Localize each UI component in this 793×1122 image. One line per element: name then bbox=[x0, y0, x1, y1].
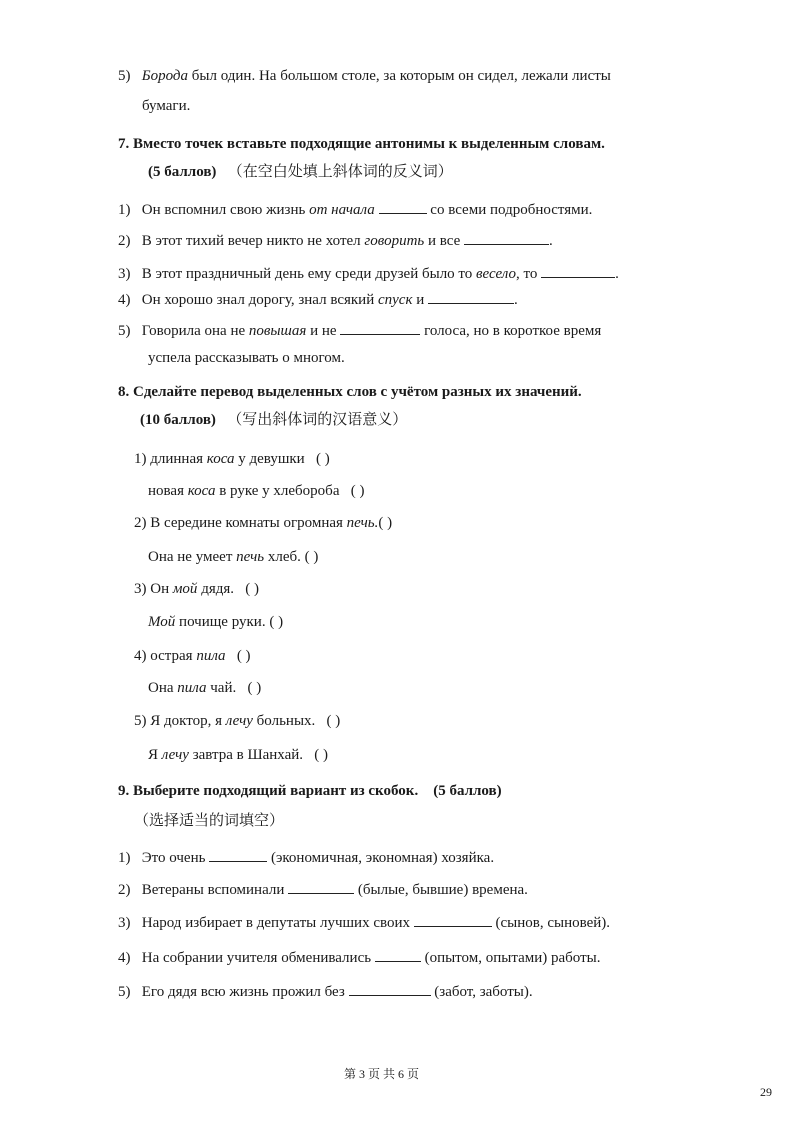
italic-word: от начала bbox=[309, 202, 375, 218]
answer-parentheses[interactable]: ( ) bbox=[236, 648, 251, 664]
answer-parentheses[interactable]: ( ) bbox=[378, 515, 393, 531]
s8-line-4: Она не умеет печь хлеб. ( ) bbox=[148, 549, 319, 565]
italic-word: коса bbox=[206, 451, 235, 467]
page-number: 29 bbox=[760, 1085, 772, 1099]
page-info: 第 3 页 共 6 页 bbox=[344, 1067, 420, 1081]
italic-word: повышая bbox=[248, 323, 307, 339]
s7-item-5-continuation: успела рассказывать о многом. bbox=[148, 350, 345, 366]
italic-word: весело bbox=[476, 266, 516, 282]
section-7-chinese-instruction: （在空白处填上斜体词的反义词） bbox=[227, 164, 453, 180]
answer-blank[interactable] bbox=[464, 230, 549, 245]
s7-item-2: 2) В этот тихий вечер никто не хотел говорить и все . bbox=[118, 230, 553, 251]
italic-word: мой bbox=[172, 581, 198, 597]
answer-blank[interactable] bbox=[375, 947, 421, 962]
section-7-points: (5 баллов) bbox=[148, 164, 217, 180]
prev-item-5-continuation: бумаги. bbox=[142, 98, 191, 114]
answer-blank[interactable] bbox=[414, 912, 492, 927]
s8-line-1: 1) длинная коса у девушки ( ) bbox=[134, 451, 330, 467]
answer-blank[interactable] bbox=[349, 981, 431, 996]
s8-line-9: 5) Я доктор, я лечу больных. ( ) bbox=[134, 713, 341, 729]
section-8-heading: 8. Сделайте перевод выделенных слов с учётом разных их значений. bbox=[118, 384, 582, 400]
italic-word: лечу bbox=[161, 747, 189, 763]
italic-word: пила bbox=[177, 680, 207, 696]
italic-word: Борода bbox=[141, 68, 188, 84]
italic-word: печь bbox=[236, 549, 265, 565]
s8-line-6: Мой почище руки. ( ) bbox=[148, 614, 284, 630]
section-7-subheading bbox=[148, 162, 453, 182]
section-8-chinese-instruction: （写出斜体词的汉语意义） bbox=[227, 412, 408, 428]
section-9-heading: 9. Выберите подходящий вариант из скобок. bbox=[118, 783, 419, 799]
italic-word: пила bbox=[196, 648, 226, 664]
answer-blank[interactable] bbox=[340, 320, 420, 335]
italic-word: печь. bbox=[346, 515, 379, 531]
s9-item-5: 5) Его дядя всю жизнь прожил без (забот, заботы). bbox=[118, 981, 533, 1002]
item-text: был один. На большом столе, за которым он сидел, лежали листы bbox=[191, 68, 611, 84]
answer-parentheses[interactable]: ( ) bbox=[314, 747, 329, 763]
section-9-points: (5 баллов) bbox=[433, 783, 502, 799]
s7-item-1: 1) Он вспомнил свою жизнь от начала со всеми подробностями. bbox=[118, 199, 592, 220]
answer-parentheses[interactable]: ( ) bbox=[269, 614, 284, 630]
answer-parentheses[interactable]: ( ) bbox=[315, 451, 330, 467]
item-number: 5) bbox=[118, 68, 131, 84]
s9-item-3: 3) Народ избирает в депутаты лучших своих (сынов, сыновей). bbox=[118, 912, 610, 933]
answer-blank[interactable] bbox=[428, 289, 514, 304]
section-7-heading: 7. Вместо точек вставьте подходящие антонимы к выделенным словам. bbox=[118, 136, 605, 152]
s8-line-7: 4) острая пила ( ) bbox=[134, 648, 251, 664]
s8-line-2: новая коса в руке у хлебороба ( ) bbox=[148, 483, 365, 499]
italic-word: коса bbox=[187, 483, 216, 499]
s7-item-5: 5) Говорила она не повышая и не голоса, но в короткое время bbox=[118, 320, 601, 341]
answer-parentheses[interactable]: ( ) bbox=[326, 713, 341, 729]
s9-item-2: 2) Ветераны вспоминали (былые, бывшие) времена. bbox=[118, 879, 528, 900]
s8-line-10: Я лечу завтра в Шанхай. ( ) bbox=[148, 747, 329, 763]
s8-line-8: Она пила чай. ( ) bbox=[148, 680, 262, 696]
s7-item-3: 3) В этот праздничный день ему среди друзей было то весело, то . bbox=[118, 263, 619, 284]
s7-item-4: 4) Он хорошо знал дорогу, знал всякий спуск и . bbox=[118, 289, 518, 310]
section-8-points: (10 баллов) bbox=[140, 412, 216, 428]
section-9-chinese-instruction: （选择适当的词填空） bbox=[134, 813, 285, 829]
section-9-heading-line bbox=[118, 781, 502, 801]
italic-word: Мой bbox=[148, 614, 176, 630]
answer-parentheses[interactable]: ( ) bbox=[245, 581, 259, 597]
s8-line-5: 3) Он мой дядя. ( ) bbox=[134, 581, 259, 597]
answer-blank[interactable] bbox=[379, 199, 427, 214]
answer-parentheses[interactable]: ( ) bbox=[304, 549, 319, 565]
answer-parentheses[interactable]: ( ) bbox=[247, 680, 262, 696]
italic-word: говорить bbox=[364, 233, 425, 249]
s9-item-4: 4) На собрании учителя обменивались (опытом, опытами) работы. bbox=[118, 947, 600, 968]
s8-line-3: 2) В середине комнаты огромная печь.( ) bbox=[134, 515, 393, 531]
answer-blank[interactable] bbox=[288, 879, 354, 894]
italic-word: лечу bbox=[225, 713, 253, 729]
section-8-subheading bbox=[140, 410, 407, 430]
italic-word: спуск bbox=[377, 292, 413, 308]
s9-item-1: 1) Это очень (экономичная, экономная) хозяйка. bbox=[118, 847, 494, 868]
answer-blank[interactable] bbox=[209, 847, 267, 862]
answer-parentheses[interactable]: ( ) bbox=[350, 483, 365, 499]
answer-blank[interactable] bbox=[541, 263, 615, 278]
prev-item-5 bbox=[118, 66, 611, 86]
